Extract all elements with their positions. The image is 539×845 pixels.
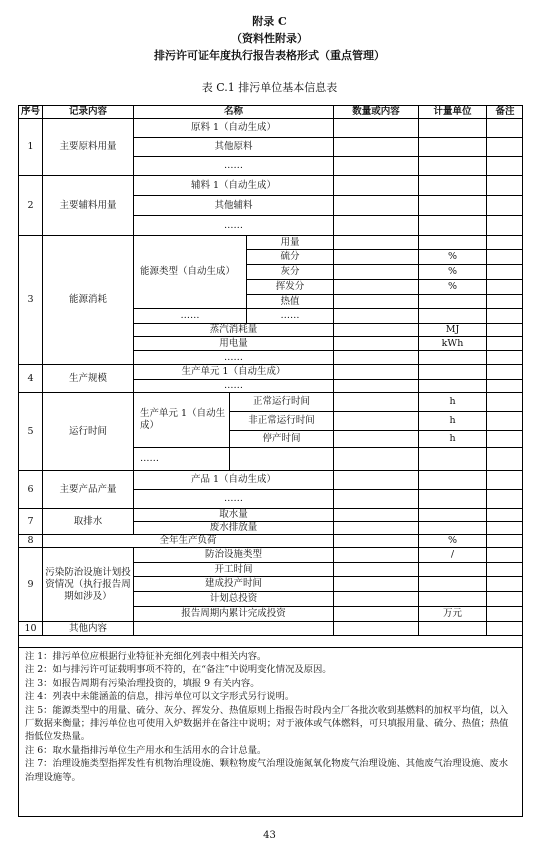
row-5-blank (229, 447, 333, 470)
row-6-no: 6 (18, 470, 42, 508)
cell-1-3 (333, 137, 418, 156)
header-content: 记录内容 (42, 105, 133, 118)
cell-29-3 (333, 591, 418, 606)
cell-26-5 (486, 547, 523, 562)
cell-31-3 (333, 621, 418, 635)
row-3-item-5: 热值 (246, 294, 333, 308)
row-6-name-2: …… (133, 489, 333, 508)
cell-16-3 (333, 379, 418, 392)
row-8-name: 全年生产负荷 (42, 534, 333, 547)
cell-24-4 (418, 521, 486, 534)
cell-15-4 (418, 364, 486, 379)
row-9-item-2: 开工时间 (133, 562, 333, 576)
cell-30-5 (486, 606, 523, 621)
cell-23-4 (418, 508, 486, 521)
cell-18-5 (486, 411, 523, 430)
appendix-label: 附录 C (252, 15, 287, 28)
cell-10-4 (418, 294, 486, 308)
row-5-group: 生产单元 1（自动生成） (133, 392, 229, 447)
row-1-name-1: 原料 1（自动生成） (133, 118, 333, 137)
cell-21-5 (486, 470, 523, 489)
cell-14-5 (486, 350, 523, 364)
note-6: 注 6：取水量指排污单位生产用水和生活用水的合计总量。 (25, 744, 267, 756)
row-1-content: 主要原料用量 (42, 118, 133, 175)
cell-6-4 (418, 235, 486, 249)
row-3-dots-3: …… (133, 350, 333, 364)
cell-28-3 (333, 576, 418, 591)
cell-2-4 (418, 156, 486, 175)
cell-25-3 (333, 534, 418, 547)
basic-info-table (18, 105, 523, 648)
row-10-name (133, 621, 333, 635)
row-9-unit-5: 万元 (418, 606, 486, 621)
header-name: 名称 (133, 105, 333, 118)
header-seq: 序号 (18, 105, 42, 118)
row-7-no: 7 (18, 508, 42, 534)
row-9-content: 污染防治设施计划投资情况（执行报告周期如涉及） (42, 547, 133, 621)
row-7-name-2: 废水排放量 (133, 521, 333, 534)
cell-0-4 (418, 118, 486, 137)
header-remark: 备注 (486, 105, 523, 118)
cell-25-5 (486, 534, 523, 547)
page-number: 43 (263, 830, 276, 841)
cell-5-4 (418, 215, 486, 235)
cell-4-5 (486, 195, 523, 215)
row-7-name-1: 取水量 (133, 508, 333, 521)
cell-3-5 (486, 175, 523, 195)
cell-4-4 (418, 195, 486, 215)
header-unit: 计量单位 (418, 105, 486, 118)
row-3-item-2: 硫分 (246, 249, 333, 264)
row-9-item-5: 报告周期内累计完成投资 (133, 606, 333, 621)
cell-9-3 (333, 279, 418, 294)
cell-19-5 (486, 430, 523, 447)
cell-1-5 (486, 137, 523, 156)
row-5-content: 运行时间 (42, 392, 133, 470)
cell-11-5 (486, 308, 523, 323)
row-3-unit-2: % (418, 249, 486, 264)
row-3-dots-1: …… (133, 308, 246, 323)
cell-23-5 (486, 508, 523, 521)
cell-22-3 (333, 489, 418, 508)
cell-31-5 (486, 621, 523, 635)
cell-9-5 (486, 279, 523, 294)
row-4-no: 4 (18, 364, 42, 392)
row-10-no: 10 (18, 621, 42, 635)
row-3-item-4: 挥发分 (246, 279, 333, 294)
row-6-content: 主要产品产量 (42, 470, 133, 508)
cell-15-5 (486, 364, 523, 379)
cell-16-5 (486, 379, 523, 392)
row-5-item-3: 停产时间 (229, 430, 333, 447)
row-2-no: 2 (18, 175, 42, 235)
note-2: 注 2：如与排污许可证载明事项不符的，在“备注”中说明变化情况及原因。 (25, 664, 332, 676)
cell-0-5 (486, 118, 523, 137)
note-4: 注 4：列表中未能涵盖的信息，排污单位可以文字形式另行说明。 (25, 691, 295, 703)
cell-28-5 (486, 576, 523, 591)
cell-30-3 (333, 606, 418, 621)
row-1-name-2: 其他原料 (133, 137, 333, 156)
cell-27-4 (418, 562, 486, 576)
cell-21-4 (418, 470, 486, 489)
row-8-no: 8 (18, 534, 42, 547)
appendix-title: 排污许可证年度执行报告表格形式（重点管理） (154, 49, 385, 62)
note-7: 注 7：治理设施类型指挥发性有机物治理设施、颗粒物废气治理设施氮氧化物废气治理设施、其他废气治理设施、废水治理设施等。 (25, 758, 509, 783)
row-5-dots: …… (133, 447, 229, 470)
cell-7-3 (333, 249, 418, 264)
cell-31-4 (418, 621, 486, 635)
row-3-steam-unit: MJ (418, 323, 486, 336)
cell-4-3 (333, 195, 418, 215)
row-8-unit: % (418, 534, 486, 547)
cell-17-5 (486, 392, 523, 411)
row-5-item-2: 非正常运行时间 (229, 411, 333, 430)
row-9-item-3: 建成投产时间 (133, 576, 333, 591)
cell-8-5 (486, 264, 523, 279)
cell-13-5 (486, 336, 523, 350)
table-notes (18, 648, 523, 817)
cell-24-3 (333, 521, 418, 534)
cell-6-5 (486, 235, 523, 249)
cell-29-4 (418, 591, 486, 606)
cell-26-3 (333, 547, 418, 562)
row-10-content: 其他内容 (42, 621, 133, 635)
row-2-name-3: …… (133, 215, 333, 235)
cell-6-3 (333, 235, 418, 249)
row-2-name-1: 辅料 1（自动生成） (133, 175, 333, 195)
cell-27-5 (486, 562, 523, 576)
row-4-name-2: …… (133, 379, 333, 392)
cell-2-3 (333, 156, 418, 175)
cell-0-3 (333, 118, 418, 137)
table-spacer-row (18, 635, 523, 648)
cell-29-5 (486, 591, 523, 606)
appendix-type: （资料性附录） (231, 32, 308, 45)
cell-10-3 (333, 294, 418, 308)
cell-15-3 (333, 364, 418, 379)
cell-12-3 (333, 323, 418, 336)
table-caption: 表 C.1 排污单位基本信息表 (201, 81, 338, 94)
cell-2-5 (486, 156, 523, 175)
cell-20-5 (486, 447, 523, 470)
cell-18-3 (333, 411, 418, 430)
cell-8-3 (333, 264, 418, 279)
cell-24-5 (486, 521, 523, 534)
row-9-unit-1: / (418, 547, 486, 562)
row-4-content: 生产规模 (42, 364, 133, 392)
cell-20-4 (418, 447, 486, 470)
row-5-unit-2: h (418, 411, 486, 430)
row-1-name-3: …… (133, 156, 333, 175)
cell-10-5 (486, 294, 523, 308)
row-3-power-unit: kWh (418, 336, 486, 350)
row-4-name-1: 生产单元 1（自动生成） (133, 364, 333, 379)
header-quantity: 数量或内容 (333, 105, 418, 118)
cell-11-4 (418, 308, 486, 323)
row-3-item-3: 灰分 (246, 264, 333, 279)
cell-3-3 (333, 175, 418, 195)
row-9-item-1: 防治设施类型 (133, 547, 333, 562)
row-2-content: 主要辅料用量 (42, 175, 133, 235)
cell-7-5 (486, 249, 523, 264)
row-5-unit-1: h (418, 392, 486, 411)
row-7-content: 取排水 (42, 508, 133, 534)
row-3-no: 3 (18, 235, 42, 364)
cell-21-3 (333, 470, 418, 489)
note-1: 注 1：排污单位应根据行业特征补充细化列表中相关内容。 (25, 651, 267, 662)
cell-20-3 (333, 447, 418, 470)
row-3-content: 能源消耗 (42, 235, 133, 364)
row-3-item-1: 用量 (246, 235, 333, 249)
cell-28-4 (418, 576, 486, 591)
row-3-steam: 蒸汽消耗量 (133, 323, 333, 336)
cell-11-3 (333, 308, 418, 323)
cell-3-4 (418, 175, 486, 195)
cell-13-3 (333, 336, 418, 350)
row-3-unit-3: % (418, 264, 486, 279)
row-6-name-1: 产品 1（自动生成） (133, 470, 333, 489)
row-9-no: 9 (18, 547, 42, 621)
row-2-name-2: 其他辅料 (133, 195, 333, 215)
cell-16-4 (418, 379, 486, 392)
row-3-unit-4: % (418, 279, 486, 294)
note-5: 注 5：能源类型中的用量、硫分、灰分、挥发分、热值原则上指报告时段内全厂各批次收到基燃料的加权平均值，以入厂数据来衡量；排污单位也可使用入炉数据并在备注中说明；对于液体或气体燃料，可只填报用量、硫分、热值；热值指低位发热量。 (25, 704, 509, 743)
row-1-no: 1 (18, 118, 42, 175)
row-3-dots-2: …… (246, 308, 333, 323)
cell-5-5 (486, 215, 523, 235)
row-5-no: 5 (18, 392, 42, 470)
cell-12-5 (486, 323, 523, 336)
row-5-unit-3: h (418, 430, 486, 447)
cell-1-4 (418, 137, 486, 156)
row-9-item-4: 计划总投资 (133, 591, 333, 606)
cell-14-3 (333, 350, 418, 364)
cell-19-3 (333, 430, 418, 447)
cell-23-3 (333, 508, 418, 521)
cell-5-3 (333, 215, 418, 235)
row-3-group: 能源类型（自动生成） (133, 235, 246, 308)
note-3: 注 3：如报告周期有污染治理投资的，填报 9 有关内容。 (25, 677, 260, 689)
cell-17-3 (333, 392, 418, 411)
cell-27-3 (333, 562, 418, 576)
cell-14-4 (418, 350, 486, 364)
row-5-item-1: 正常运行时间 (229, 392, 333, 411)
cell-22-4 (418, 489, 486, 508)
cell-22-5 (486, 489, 523, 508)
row-3-power: 用电量 (133, 336, 333, 350)
